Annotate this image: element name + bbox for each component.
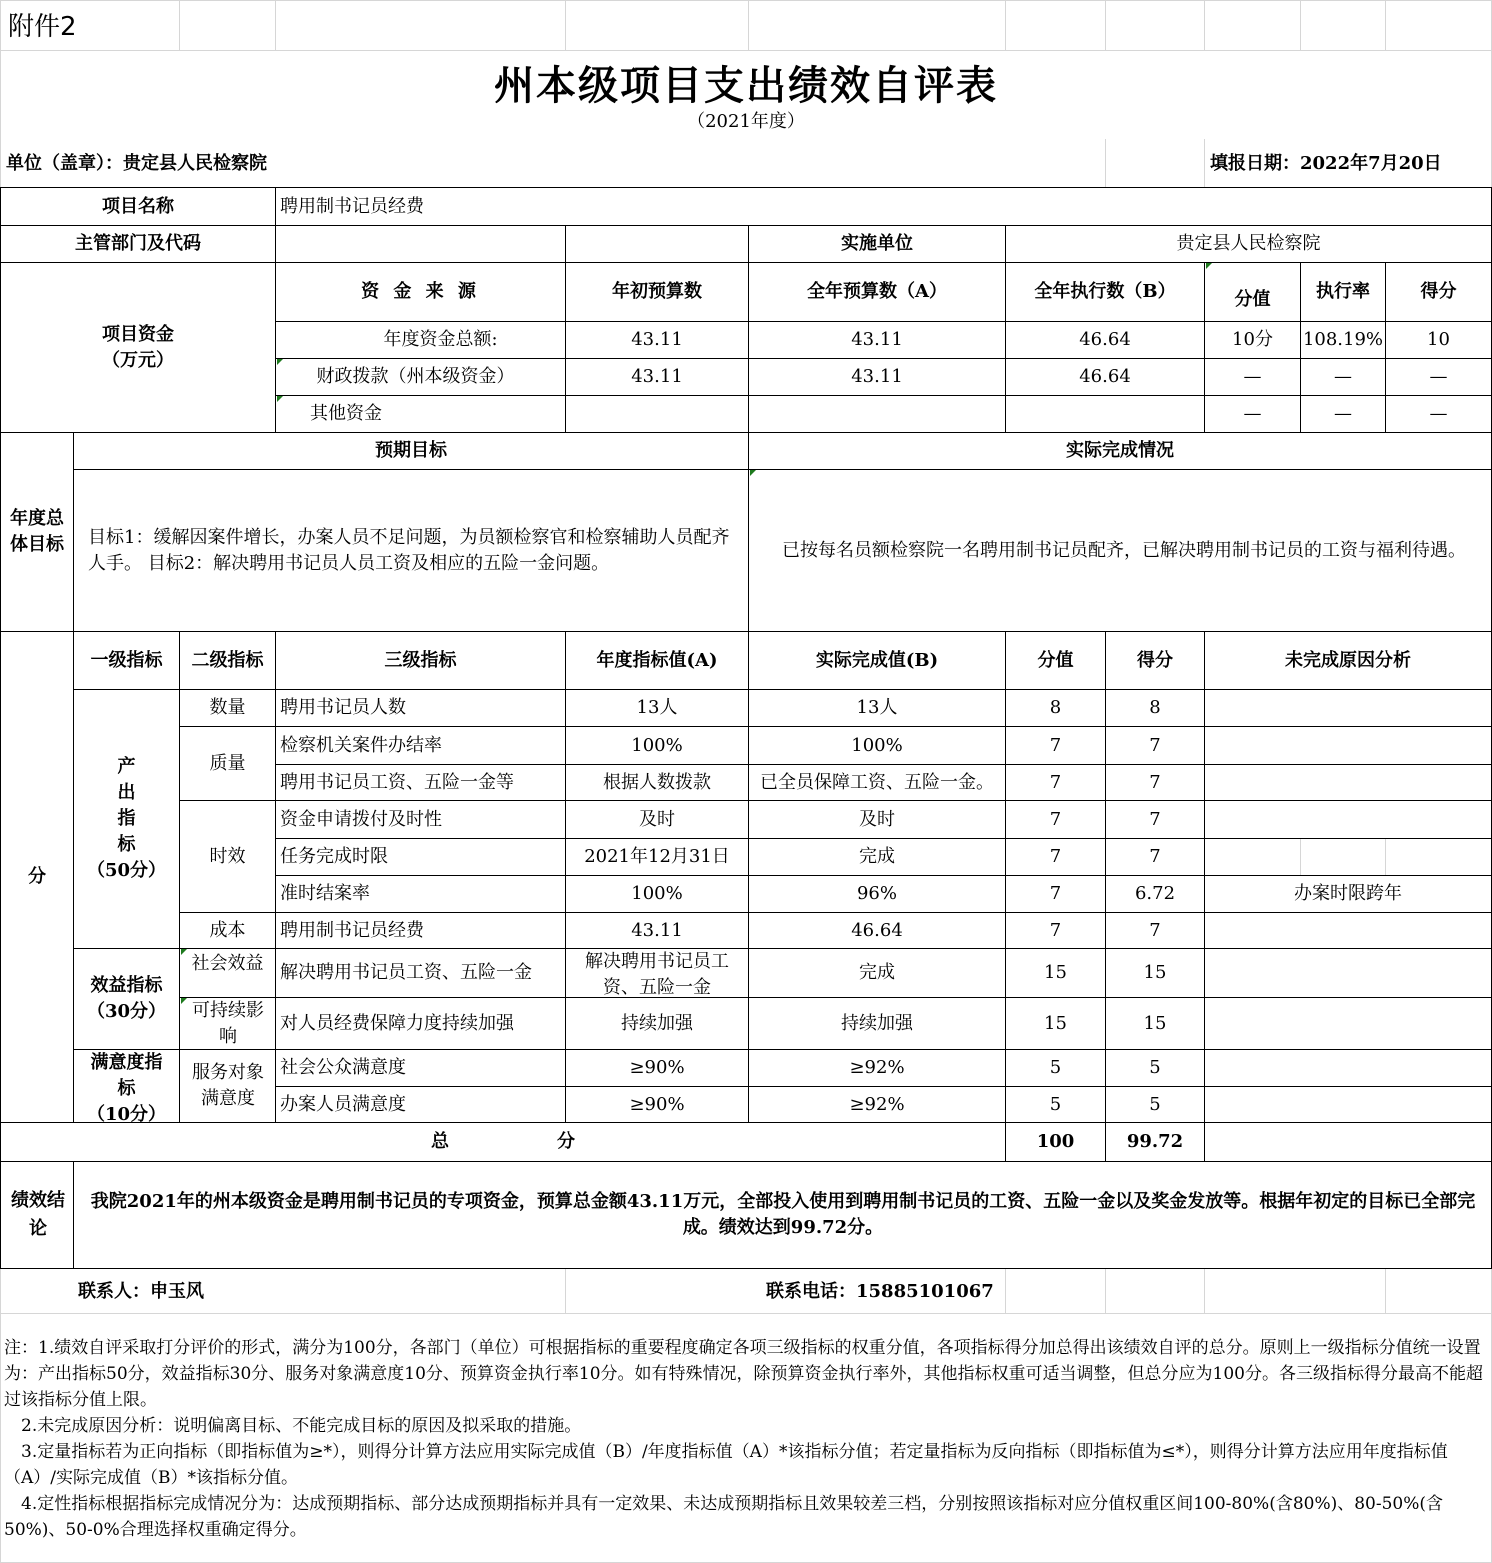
level1-output-line: （50分） bbox=[86, 860, 167, 881]
ind-row-reason bbox=[1205, 949, 1491, 997]
ind-row-target: 100% bbox=[631, 883, 683, 904]
level1-satisfaction-line: 标 bbox=[117, 1078, 136, 1099]
expected-goal-header: 预期目标 bbox=[375, 440, 447, 461]
ind-row-name: 检察机关案件办结率 bbox=[280, 734, 442, 756]
ind-row-weight: 7 bbox=[1049, 734, 1062, 756]
expected-goal-text: 目标1：缓解因案件增长，办案人员不足问题，为员额检察官和检察辅助人员配齐人手。 目标2：解决聘用书记员人员工资及相应的五险一金问题。 bbox=[88, 526, 730, 574]
ind-row-actual: 完成 bbox=[859, 846, 895, 867]
indicators-side-label: 分 bbox=[28, 866, 46, 887]
note-4: 4.定性指标根据指标完成情况分为：达成预期指标、部分达成预期指标并具有一定效果、未达成预期指标且效果较差三档，分别按照该指标对应分值权重区间100-80%(含80%)、80-50%(含50%)、50-0%合理选择权重确定得分。 bbox=[4, 1494, 1444, 1540]
ind-row-score: 7 bbox=[1149, 771, 1161, 793]
fund-header-score: 得分 bbox=[1420, 281, 1457, 302]
ind-row-score: 15 bbox=[1143, 962, 1167, 983]
ind-row-actual: 持续加强 bbox=[841, 1012, 913, 1034]
ind-row-score: 5 bbox=[1149, 1093, 1161, 1115]
level2-cost: 成本 bbox=[209, 919, 246, 941]
ind-row-weight: 7 bbox=[1049, 846, 1062, 867]
ind-row-target: 2021年12月31日 bbox=[584, 846, 730, 867]
ind-row-name: 聘用书记员工资、五险一金等 bbox=[280, 771, 514, 793]
fund-header-rate: 执行率 bbox=[1316, 281, 1370, 302]
level2-sustainable: 可持续影响 bbox=[192, 1000, 264, 1047]
fund-row-fiscal-score: — bbox=[1429, 366, 1448, 387]
fund-row-other-executed bbox=[1006, 396, 1204, 432]
fund-row-total-label: 年度资金总额: bbox=[383, 329, 498, 350]
fund-row-fiscal-executed: 46.64 bbox=[1079, 366, 1131, 387]
goals-side-label: 年度总体目标 bbox=[10, 508, 64, 555]
note-2: 2.未完成原因分析：说明偏离目标、不能完成目标的原因及拟采取的措施。 bbox=[4, 1416, 582, 1436]
impl-unit-label: 实施单位 bbox=[841, 233, 913, 254]
actual-goal-text: 已按每名员额检察院一名聘用制书记员配齐，已解决聘用制书记员的工资与福利待遇。 bbox=[782, 539, 1466, 561]
level1-benefit-line: （30分） bbox=[86, 1001, 167, 1022]
fund-header-source: 资 金 来 源 bbox=[361, 281, 480, 302]
ind-row-weight: 7 bbox=[1049, 919, 1062, 941]
page-subtitle: （2021年度） bbox=[687, 111, 805, 132]
conclusion-text: 我院2021年的州本级资金是聘用制书记员的专项资金，预算总金额43.11万元，全部投入使用到聘用制书记员的工资、五险一金以及奖金发放等。根据年初定的目标已全部完成。绩效达到99.72分。 bbox=[90, 1191, 1476, 1238]
ind-row-name: 社会公众满意度 bbox=[280, 1057, 406, 1078]
level1-output-line: 标 bbox=[117, 834, 136, 855]
page-title: 州本级项目支出绩效自评表 bbox=[494, 63, 998, 109]
fund-header-initial: 年初预算数 bbox=[612, 281, 702, 302]
ind-header-reason: 未完成原因分析 bbox=[1285, 649, 1411, 671]
fund-label-line1: 项目资金 bbox=[102, 323, 174, 345]
ind-header-level1: 一级指标 bbox=[90, 649, 163, 671]
ind-row-weight: 15 bbox=[1044, 962, 1067, 983]
contact-phone: 联系电话：15885101067 bbox=[766, 1280, 994, 1302]
ind-row-actual: 完成 bbox=[859, 962, 895, 983]
level2-timeliness: 时效 bbox=[209, 845, 246, 867]
ind-row-name: 解决聘用书记员工资、五险一金 bbox=[280, 962, 532, 983]
ind-row-score: 6.72 bbox=[1134, 883, 1176, 904]
fund-row-other-rate: — bbox=[1334, 403, 1352, 424]
dept-label: 主管部门及代码 bbox=[75, 233, 201, 254]
ind-row-actual: 46.64 bbox=[851, 919, 903, 941]
ind-row-name: 准时结案率 bbox=[280, 883, 370, 904]
ind-row-score: 15 bbox=[1143, 1012, 1167, 1034]
ind-row-target: 解决聘用书记员工资、五险一金 bbox=[585, 951, 729, 997]
conclusion-label: 绩效结论 bbox=[11, 1190, 65, 1239]
ind-row-reason bbox=[1205, 1050, 1491, 1086]
ind-row-target: 43.11 bbox=[631, 919, 683, 941]
level1-output-line: 出 bbox=[117, 782, 136, 803]
ind-row-weight: 15 bbox=[1044, 1012, 1067, 1034]
ind-row-actual: 96% bbox=[856, 883, 897, 904]
fund-row-total-executed: 46.64 bbox=[1079, 329, 1131, 350]
ind-row-name: 资金申请拨付及时性 bbox=[280, 808, 442, 830]
project-name-label: 项目名称 bbox=[102, 195, 174, 217]
actual-goal-header: 实际完成情况 bbox=[1066, 440, 1174, 461]
ind-row-weight: 5 bbox=[1049, 1093, 1062, 1115]
fund-row-other-annual bbox=[749, 396, 1005, 432]
ind-row-reason bbox=[1205, 765, 1491, 800]
note-3: 3.定量指标若为正向指标（即指标值为≥*），则得分计算方法应用实际完成值（B）/年度指标值（A）*该指标分值；若定量指标为反向指标（即指标值为≤*），则得分计算方法应用年度指标值（A）/实际完成值（B）*该指标分值。 bbox=[4, 1442, 1448, 1488]
ind-row-reason bbox=[1205, 801, 1491, 838]
ind-row-name: 聘用制书记员经费 bbox=[280, 919, 424, 941]
ind-row-name: 任务完成时限 bbox=[280, 846, 388, 867]
ind-row-weight: 8 bbox=[1049, 697, 1062, 718]
ind-row-actual: ≥92% bbox=[849, 1057, 905, 1078]
ind-row-name: 办案人员满意度 bbox=[280, 1093, 406, 1115]
impl-unit: 贵定县人民检察院 bbox=[1176, 233, 1321, 254]
fund-row-other-weight: — bbox=[1243, 403, 1262, 424]
ind-header-weight: 分值 bbox=[1037, 649, 1074, 671]
ind-row-actual: 及时 bbox=[859, 808, 895, 830]
fund-row-fiscal-initial: 43.11 bbox=[631, 366, 683, 387]
ind-row-reason bbox=[1205, 727, 1491, 764]
total-label: 总 分 bbox=[431, 1131, 575, 1152]
ind-row-target: 13人 bbox=[636, 697, 678, 718]
fund-header-annual: 全年预算数（A） bbox=[807, 281, 947, 302]
ind-row-weight: 7 bbox=[1049, 808, 1062, 830]
level2-quantity: 数量 bbox=[209, 697, 246, 718]
ind-row-weight: 5 bbox=[1049, 1057, 1062, 1078]
fund-row-fiscal-weight: — bbox=[1243, 366, 1262, 387]
ind-row-name: 聘用书记员人数 bbox=[280, 697, 406, 718]
total-score: 99.72 bbox=[1126, 1131, 1184, 1152]
attachment-label: 附件2 bbox=[8, 12, 77, 42]
total-weight: 100 bbox=[1036, 1131, 1075, 1152]
ind-row-target: 及时 bbox=[639, 808, 675, 830]
ind-row-score: 5 bbox=[1149, 1057, 1161, 1078]
fund-row-other-score: — bbox=[1429, 403, 1448, 424]
level1-satisfaction bbox=[74, 1050, 179, 1122]
ind-header-level3: 三级指标 bbox=[384, 649, 457, 671]
project-name: 聘用制书记员经费 bbox=[280, 195, 424, 217]
ind-row-target: 根据人数拨款 bbox=[603, 771, 711, 793]
fund-row-other-label: 其他资金 bbox=[310, 403, 382, 424]
note-1: 注：1.绩效自评采取打分评价的形式，满分为100分，各部门（单位）可根据指标的重要程度确定各项三级指标的权重分值，各项指标得分加总得出该绩效自评的总分。原则上一级指标分值统一设置为：产出指标50分，效益指标30分、服务对象满意度10分、预算资金执行率10分。如有特殊情况，除预算资金执行率外，其他指标权重可适当调整，但总分应为100分。各三级指标得分最高不能超过该指标分值上限。 bbox=[4, 1338, 1483, 1410]
ind-row-score: 7 bbox=[1149, 808, 1161, 830]
contact-person: 联系人：申玉风 bbox=[78, 1280, 204, 1302]
ind-row-score: 7 bbox=[1149, 734, 1161, 756]
fund-row-other-initial bbox=[566, 396, 748, 432]
level1-benefit bbox=[74, 949, 179, 1049]
report-date: 填报日期：2022年7月20日 bbox=[1210, 153, 1442, 174]
ind-row-reason bbox=[1205, 690, 1491, 726]
fund-label-line2: （万元） bbox=[102, 349, 174, 371]
ind-row-score: 7 bbox=[1149, 846, 1161, 867]
fund-label bbox=[1, 263, 275, 432]
fund-row-total-annual: 43.11 bbox=[851, 329, 903, 350]
fund-header-executed: 全年执行数（B） bbox=[1034, 281, 1176, 302]
ind-row-target: ≥90% bbox=[629, 1057, 685, 1078]
ind-row-actual: 13人 bbox=[856, 697, 898, 718]
ind-header-actual: 实际完成值(B) bbox=[815, 649, 939, 671]
ind-row-weight: 7 bbox=[1049, 771, 1062, 793]
ind-row-reason bbox=[1205, 998, 1491, 1049]
fund-row-fiscal-rate: — bbox=[1334, 366, 1352, 387]
ind-row-target: ≥90% bbox=[629, 1093, 685, 1115]
ind-row-score: 7 bbox=[1149, 919, 1161, 941]
ind-row-reason bbox=[1205, 913, 1491, 948]
fund-row-total-rate: 108.19% bbox=[1302, 329, 1384, 350]
ind-row-score: 8 bbox=[1149, 697, 1161, 718]
ind-header-level2: 二级指标 bbox=[191, 649, 264, 671]
ind-row-target: 持续加强 bbox=[621, 1012, 693, 1034]
level1-satisfaction-line: 满意度指 bbox=[90, 1052, 163, 1073]
ind-row-actual: 100% bbox=[851, 734, 903, 756]
level2-social: 社会效益 bbox=[191, 953, 264, 974]
fund-row-total-score: 10 bbox=[1427, 329, 1450, 350]
ind-header-target: 年度指标值(A) bbox=[596, 649, 718, 671]
fund-row-total-weight: 10分 bbox=[1232, 329, 1273, 350]
level1-output bbox=[74, 690, 179, 948]
ind-row-reason bbox=[1205, 1087, 1491, 1122]
ind-row-actual: ≥92% bbox=[849, 1093, 905, 1115]
fund-row-total-initial: 43.11 bbox=[631, 329, 683, 350]
ind-row-actual: 已全员保障工资、五险一金。 bbox=[760, 771, 994, 793]
unit-label: 单位（盖章）：贵定县人民检察院 bbox=[6, 153, 267, 174]
fund-row-fiscal-label: 财政拨款（州本级资金） bbox=[316, 366, 515, 387]
ind-header-score: 得分 bbox=[1137, 649, 1173, 671]
level1-output-line: 产 bbox=[117, 756, 136, 777]
ind-row-target: 100% bbox=[631, 734, 683, 756]
fund-row-fiscal-annual: 43.11 bbox=[851, 366, 903, 387]
level1-benefit-line: 效益指标 bbox=[90, 975, 163, 996]
level2-quality: 质量 bbox=[209, 752, 246, 774]
ind-row-weight: 7 bbox=[1049, 883, 1062, 904]
level1-output-line: 指 bbox=[117, 808, 136, 829]
level1-satisfaction-line: （10分） bbox=[86, 1104, 167, 1122]
ind-row-reason: 办案时限跨年 bbox=[1294, 883, 1402, 904]
fund-header-weight: 分值 bbox=[1234, 289, 1271, 310]
ind-row-name: 对人员经费保障力度持续加强 bbox=[280, 1012, 514, 1034]
level2-service-satisfaction: 服务对象满意度 bbox=[192, 1062, 264, 1109]
